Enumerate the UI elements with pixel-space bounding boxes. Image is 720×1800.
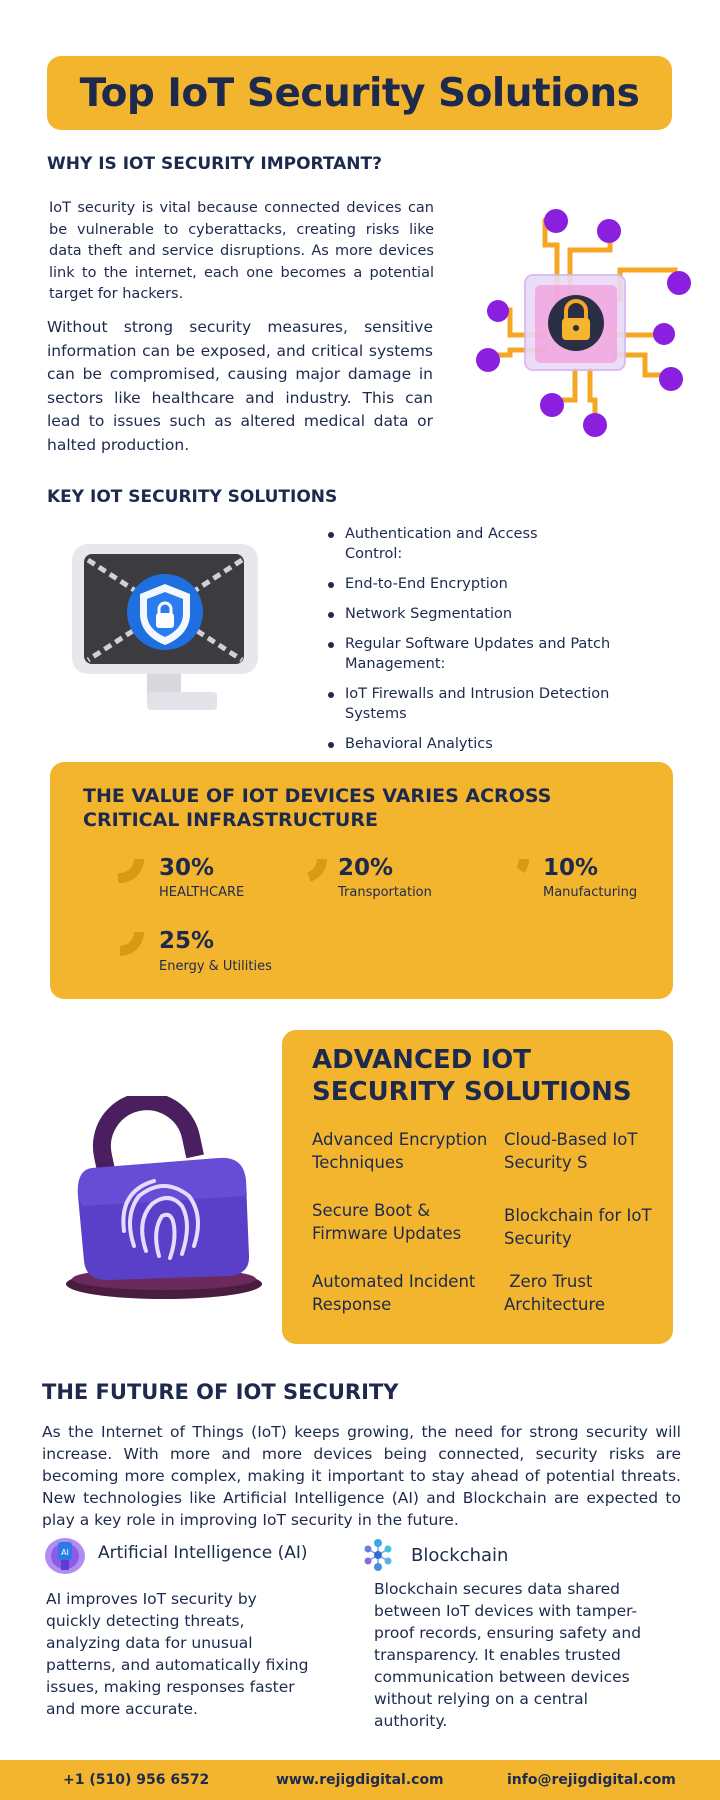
key-solutions-list xyxy=(328,524,648,764)
key-heading: KEY IOT SECURITY SOLUTIONS xyxy=(47,487,338,507)
ai-text: AI improves IoT security by quickly detecting threats, analyzing data for unusual patterns, and automatically fixing issues, making responses faster and more accurate. xyxy=(46,1590,309,1718)
list-item: Regular Software Updates and Patch Management: xyxy=(328,634,628,674)
pie-icon xyxy=(118,930,148,960)
list-item: Behavioral Analytics xyxy=(328,734,648,754)
svg-text:AI: AI xyxy=(61,1548,69,1557)
list-item: End-to-End Encryption xyxy=(328,574,648,594)
why-paragraph-1: IoT security is vital because connected devices can be vulnerable to cyberattacks, creating risks like data theft and service disruptions. As more devices link to the internet, each one becomes a potential target for hackers. xyxy=(49,200,434,302)
why-paragraph-2: Without strong security measures, sensitive information can be exposed, and critical systems can be compromised, causing major damage in sectors like healthcare and industry. This can lead to issues such as altered medical data or halted production. xyxy=(47,318,433,454)
value-heading: THE VALUE OF IOT DEVICES VARIES ACROSS CRITICAL INFRASTRUCTURE xyxy=(83,785,552,831)
fingerprint-lock-icon xyxy=(64,1096,274,1306)
title-banner xyxy=(47,56,672,130)
footer-email[interactable]: info@rejigdigital.com xyxy=(507,1772,676,1788)
page-title: Top IoT Security Solutions xyxy=(79,70,640,116)
stat-percent: 10% xyxy=(543,855,599,881)
ai-title: Artificial Intelligence (AI) xyxy=(98,1543,308,1563)
blockchain-title: Blockchain xyxy=(411,1545,509,1566)
stat-label: Transportation xyxy=(338,885,432,900)
advanced-item: Zero Trust Architecture xyxy=(504,1272,606,1314)
advanced-item: Automated Incident Response xyxy=(312,1272,476,1314)
stat-percent: 20% xyxy=(338,855,394,881)
stat-transportation xyxy=(301,857,331,891)
list-item: IoT Firewalls and Intrusion Detection Systems xyxy=(328,684,628,724)
stat-percent: 25% xyxy=(159,928,215,954)
pie-icon xyxy=(118,857,148,887)
stat-label: HEALTHCARE xyxy=(159,885,245,900)
stat-label: Manufacturing xyxy=(543,885,638,900)
iot-chip-lock-icon xyxy=(470,205,700,440)
stat-healthcare xyxy=(118,857,148,891)
footer-website[interactable]: www.rejigdigital.com xyxy=(276,1772,444,1788)
stat-label: Energy & Utilities xyxy=(159,959,272,974)
list-item: Authentication and Access Control: xyxy=(328,524,548,564)
list-item: Network Segmentation xyxy=(328,604,648,624)
footer-phone[interactable]: +1 (510) 956 6572 xyxy=(63,1772,210,1788)
footer xyxy=(0,1760,720,1800)
advanced-item: Cloud-Based IoT Security S xyxy=(504,1130,638,1172)
blockchain-text: Blockchain secures data shared between IoT devices with tamper-proof records, ensuring safety and transparency. It enables trusted communication between devices without relying on a central authority. xyxy=(374,1580,642,1730)
pie-icon xyxy=(503,857,533,887)
advanced-item: Blockchain for IoT Security xyxy=(504,1206,652,1248)
ai-brain-icon xyxy=(44,1536,86,1576)
stat-energy xyxy=(118,930,148,964)
blockchain-icon xyxy=(364,1538,392,1572)
pie-icon xyxy=(301,857,331,887)
advanced-item: Advanced Encryption Techniques xyxy=(312,1130,488,1172)
stat-manufacturing xyxy=(503,857,533,891)
why-heading: WHY IS IOT SECURITY IMPORTANT? xyxy=(47,154,382,174)
stat-percent: 30% xyxy=(159,855,215,881)
monitor-shield-icon xyxy=(72,542,262,717)
advanced-item: Secure Boot & Firmware Updates xyxy=(312,1201,462,1243)
future-heading: THE FUTURE OF IOT SECURITY xyxy=(42,1380,399,1404)
future-paragraph: As the Internet of Things (IoT) keeps growing, the need for strong security will increase. With more and more devices being connected, security risks are becoming more complex, making it important to stay ahead of potential threats. New technologies like Artificial Intelligence (AI) and Blockchain are expected to play a key role in improving IoT security in the future. xyxy=(42,1423,681,1529)
advanced-heading: ADVANCED IOT SECURITY SOLUTIONS xyxy=(312,1045,632,1107)
